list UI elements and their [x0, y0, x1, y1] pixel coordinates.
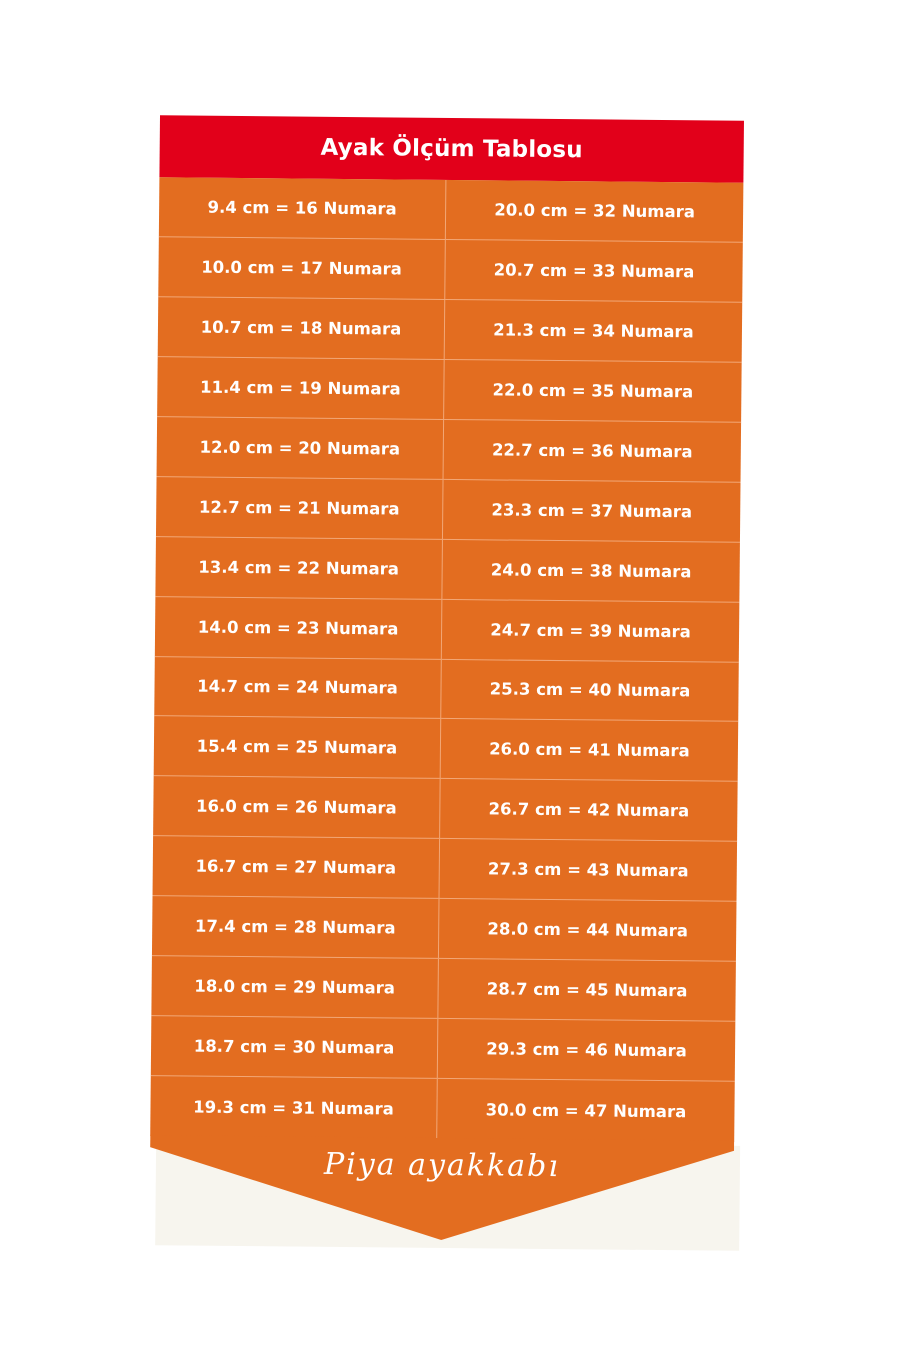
size-cell-left: 15.4 cm = 25 Numara: [154, 717, 442, 780]
size-cell-right: 22.0 cm = 35 Numara: [444, 360, 742, 423]
size-cell-left: 14.0 cm = 23 Numara: [155, 597, 443, 660]
size-cell-right: 30.0 cm = 47 Numara: [485, 1099, 687, 1121]
size-cell-right: 27.3 cm = 43 Numara: [440, 839, 738, 902]
size-cell-left: 9.4 cm = 16 Numara: [159, 177, 447, 240]
chart-title: Ayak Ölçüm Tablosu: [320, 134, 583, 164]
size-cell-left: 14.7 cm = 24 Numara: [154, 657, 442, 720]
size-cell-right: 21.3 cm = 34 Numara: [445, 300, 743, 363]
size-cell-left: 12.0 cm = 20 Numara: [157, 417, 445, 480]
size-table: [150, 177, 743, 1142]
size-cell-left: 18.7 cm = 30 Numara: [151, 1016, 439, 1079]
brand-signature: Piya ayakkabı: [323, 1146, 561, 1185]
size-cell-left: 16.7 cm = 27 Numara: [153, 836, 441, 899]
size-cell-right: 28.7 cm = 45 Numara: [438, 959, 736, 1022]
size-cell-left: 12.7 cm = 21 Numara: [156, 477, 444, 540]
size-cell-left: 10.7 cm = 18 Numara: [158, 297, 446, 360]
size-cell-right: 29.3 cm = 46 Numara: [438, 1019, 736, 1082]
size-cell-left: 17.4 cm = 28 Numara: [152, 896, 440, 959]
title-bar: [159, 115, 744, 183]
size-cell-right: 24.0 cm = 38 Numara: [442, 540, 740, 603]
size-cell-right: 23.3 cm = 37 Numara: [443, 480, 741, 543]
size-chart-card: [149, 115, 744, 1253]
size-cell-right: 20.7 cm = 33 Numara: [445, 240, 743, 303]
size-cell-right: 26.0 cm = 41 Numara: [441, 719, 739, 782]
size-cell-left: 19.3 cm = 31 Numara: [150, 1076, 438, 1139]
size-cell-right: 24.7 cm = 39 Numara: [442, 599, 740, 662]
size-cell-right: 26.7 cm = 42 Numara: [440, 779, 738, 842]
size-cell-left: 13.4 cm = 22 Numara: [155, 537, 443, 600]
size-cell-left: 16.0 cm = 26 Numara: [153, 777, 441, 840]
size-cell-right: 22.7 cm = 36 Numara: [444, 420, 742, 483]
size-cell-left: 10.0 cm = 17 Numara: [158, 237, 446, 300]
size-cell-right: 25.3 cm = 40 Numara: [441, 659, 739, 722]
size-cell-right: 20.0 cm = 32 Numara: [446, 180, 744, 243]
size-cell-left: 11.4 cm = 19 Numara: [157, 357, 445, 420]
size-cell-left: 18.0 cm = 29 Numara: [151, 956, 439, 1019]
size-cell-right: 28.0 cm = 44 Numara: [439, 899, 737, 962]
